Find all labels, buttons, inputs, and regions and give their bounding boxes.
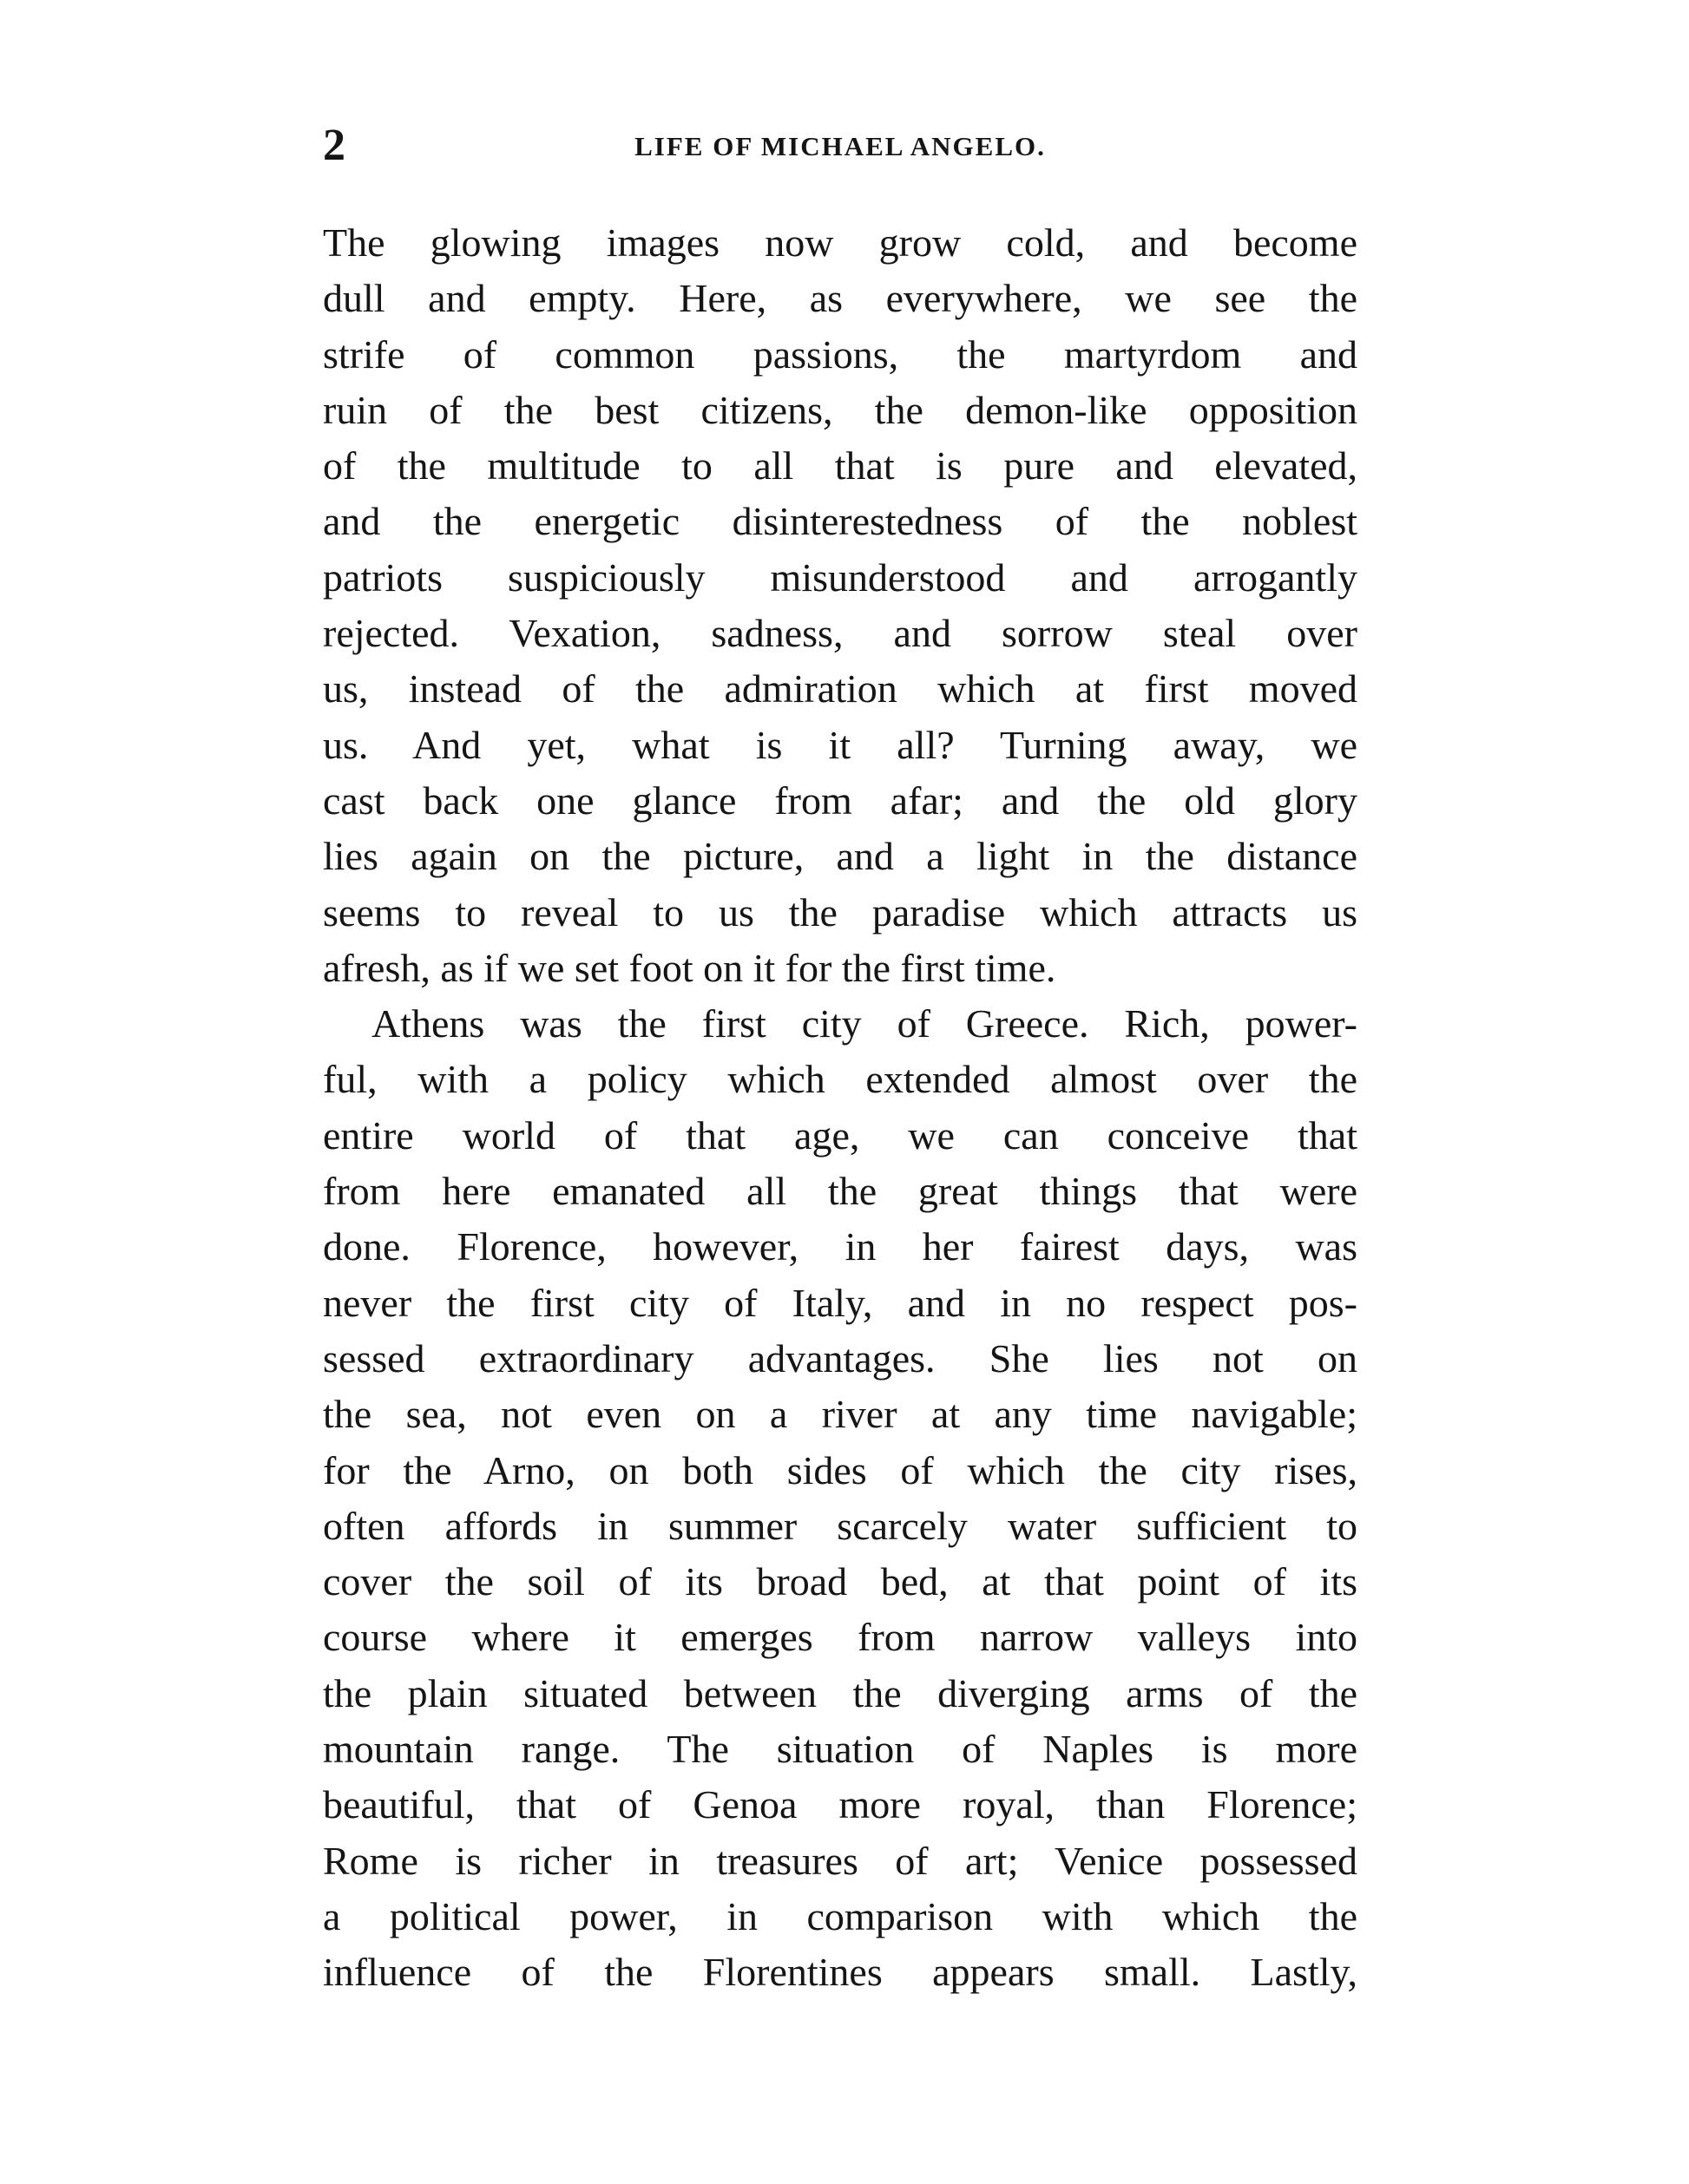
text-line: often affords in summer scarcely water sufficient to bbox=[323, 1503, 1357, 1548]
text-line: us. And yet, what is it all? Turning away, we bbox=[323, 722, 1357, 767]
text-line: cast back one glance from afar; and the old glory bbox=[323, 777, 1357, 823]
text-line: from here emanated all the great things that were bbox=[323, 1169, 1357, 1214]
text-line: the plain situated between the diverging arms of the bbox=[323, 1670, 1357, 1715]
text-line: done. Florence, however, in her fairest days, was bbox=[323, 1224, 1357, 1269]
body-text bbox=[323, 215, 1357, 2001]
text-line: patriots suspiciously misunderstood and arrogantly bbox=[323, 554, 1357, 600]
text-line: mountain range. The situation of Naples is more bbox=[323, 1727, 1357, 1772]
text-line: Athens was the first city of Greece. Rich, power- bbox=[371, 1001, 1357, 1046]
text-line: the sea, not even on a river at any time navigable; bbox=[323, 1392, 1357, 1437]
text-line: for the Arno, on both sides of which the city rises, bbox=[323, 1447, 1357, 1492]
running-head bbox=[323, 120, 1357, 172]
text-line: and the energetic disinterestedness of the noblest bbox=[323, 499, 1357, 544]
text-line: dull and empty. Here, as everywhere, we see the bbox=[323, 276, 1357, 321]
text-line: strife of common passions, the martyrdom and bbox=[323, 331, 1357, 377]
text-line: us, instead of the admiration which at first moved bbox=[323, 666, 1357, 712]
text-line: never the first city of Italy, and in no respect pos- bbox=[323, 1280, 1357, 1325]
text-line: afresh, as if we set foot on it for the first time. bbox=[323, 945, 1056, 990]
text-line: entire world of that age, we can conceive that bbox=[323, 1112, 1357, 1158]
text-line: rejected. Vexation, sadness, and sorrow steal over bbox=[323, 611, 1357, 656]
page-number: 2 bbox=[323, 121, 345, 170]
text-line: a political power, in comparison with which the bbox=[323, 1893, 1357, 1938]
text-line: cover the soil of its broad bed, at that point of its bbox=[323, 1559, 1357, 1604]
text-line: sessed extraordinary advantages. She lies not on bbox=[323, 1335, 1357, 1381]
text-line: Rome is richer in treasures of art; Venice possessed bbox=[323, 1838, 1357, 1883]
text-line: ful, with a policy which extended almost over the bbox=[323, 1057, 1357, 1102]
text-line: beautiful, that of Genoa more royal, than Florence; bbox=[323, 1782, 1357, 1827]
text-line: influence of the Florentines appears small. Lastly, bbox=[323, 1950, 1357, 1995]
paragraph bbox=[323, 215, 1357, 996]
text-line: The glowing images now grow cold, and become bbox=[323, 220, 1357, 265]
text-line: of the multitude to all that is pure and elevated, bbox=[323, 443, 1357, 489]
text-line: seems to reveal to us the paradise which attracts us bbox=[323, 889, 1357, 935]
paragraph bbox=[323, 996, 1357, 2000]
text-line: ruin of the best citizens, the demon-like opposition bbox=[323, 387, 1357, 432]
running-title: LIFE OF MICHAEL ANGELO. bbox=[634, 131, 1046, 161]
text-line: course where it emerges from narrow valleys into bbox=[323, 1615, 1357, 1660]
text-line: lies again on the picture, and a light in the distance bbox=[323, 834, 1357, 879]
